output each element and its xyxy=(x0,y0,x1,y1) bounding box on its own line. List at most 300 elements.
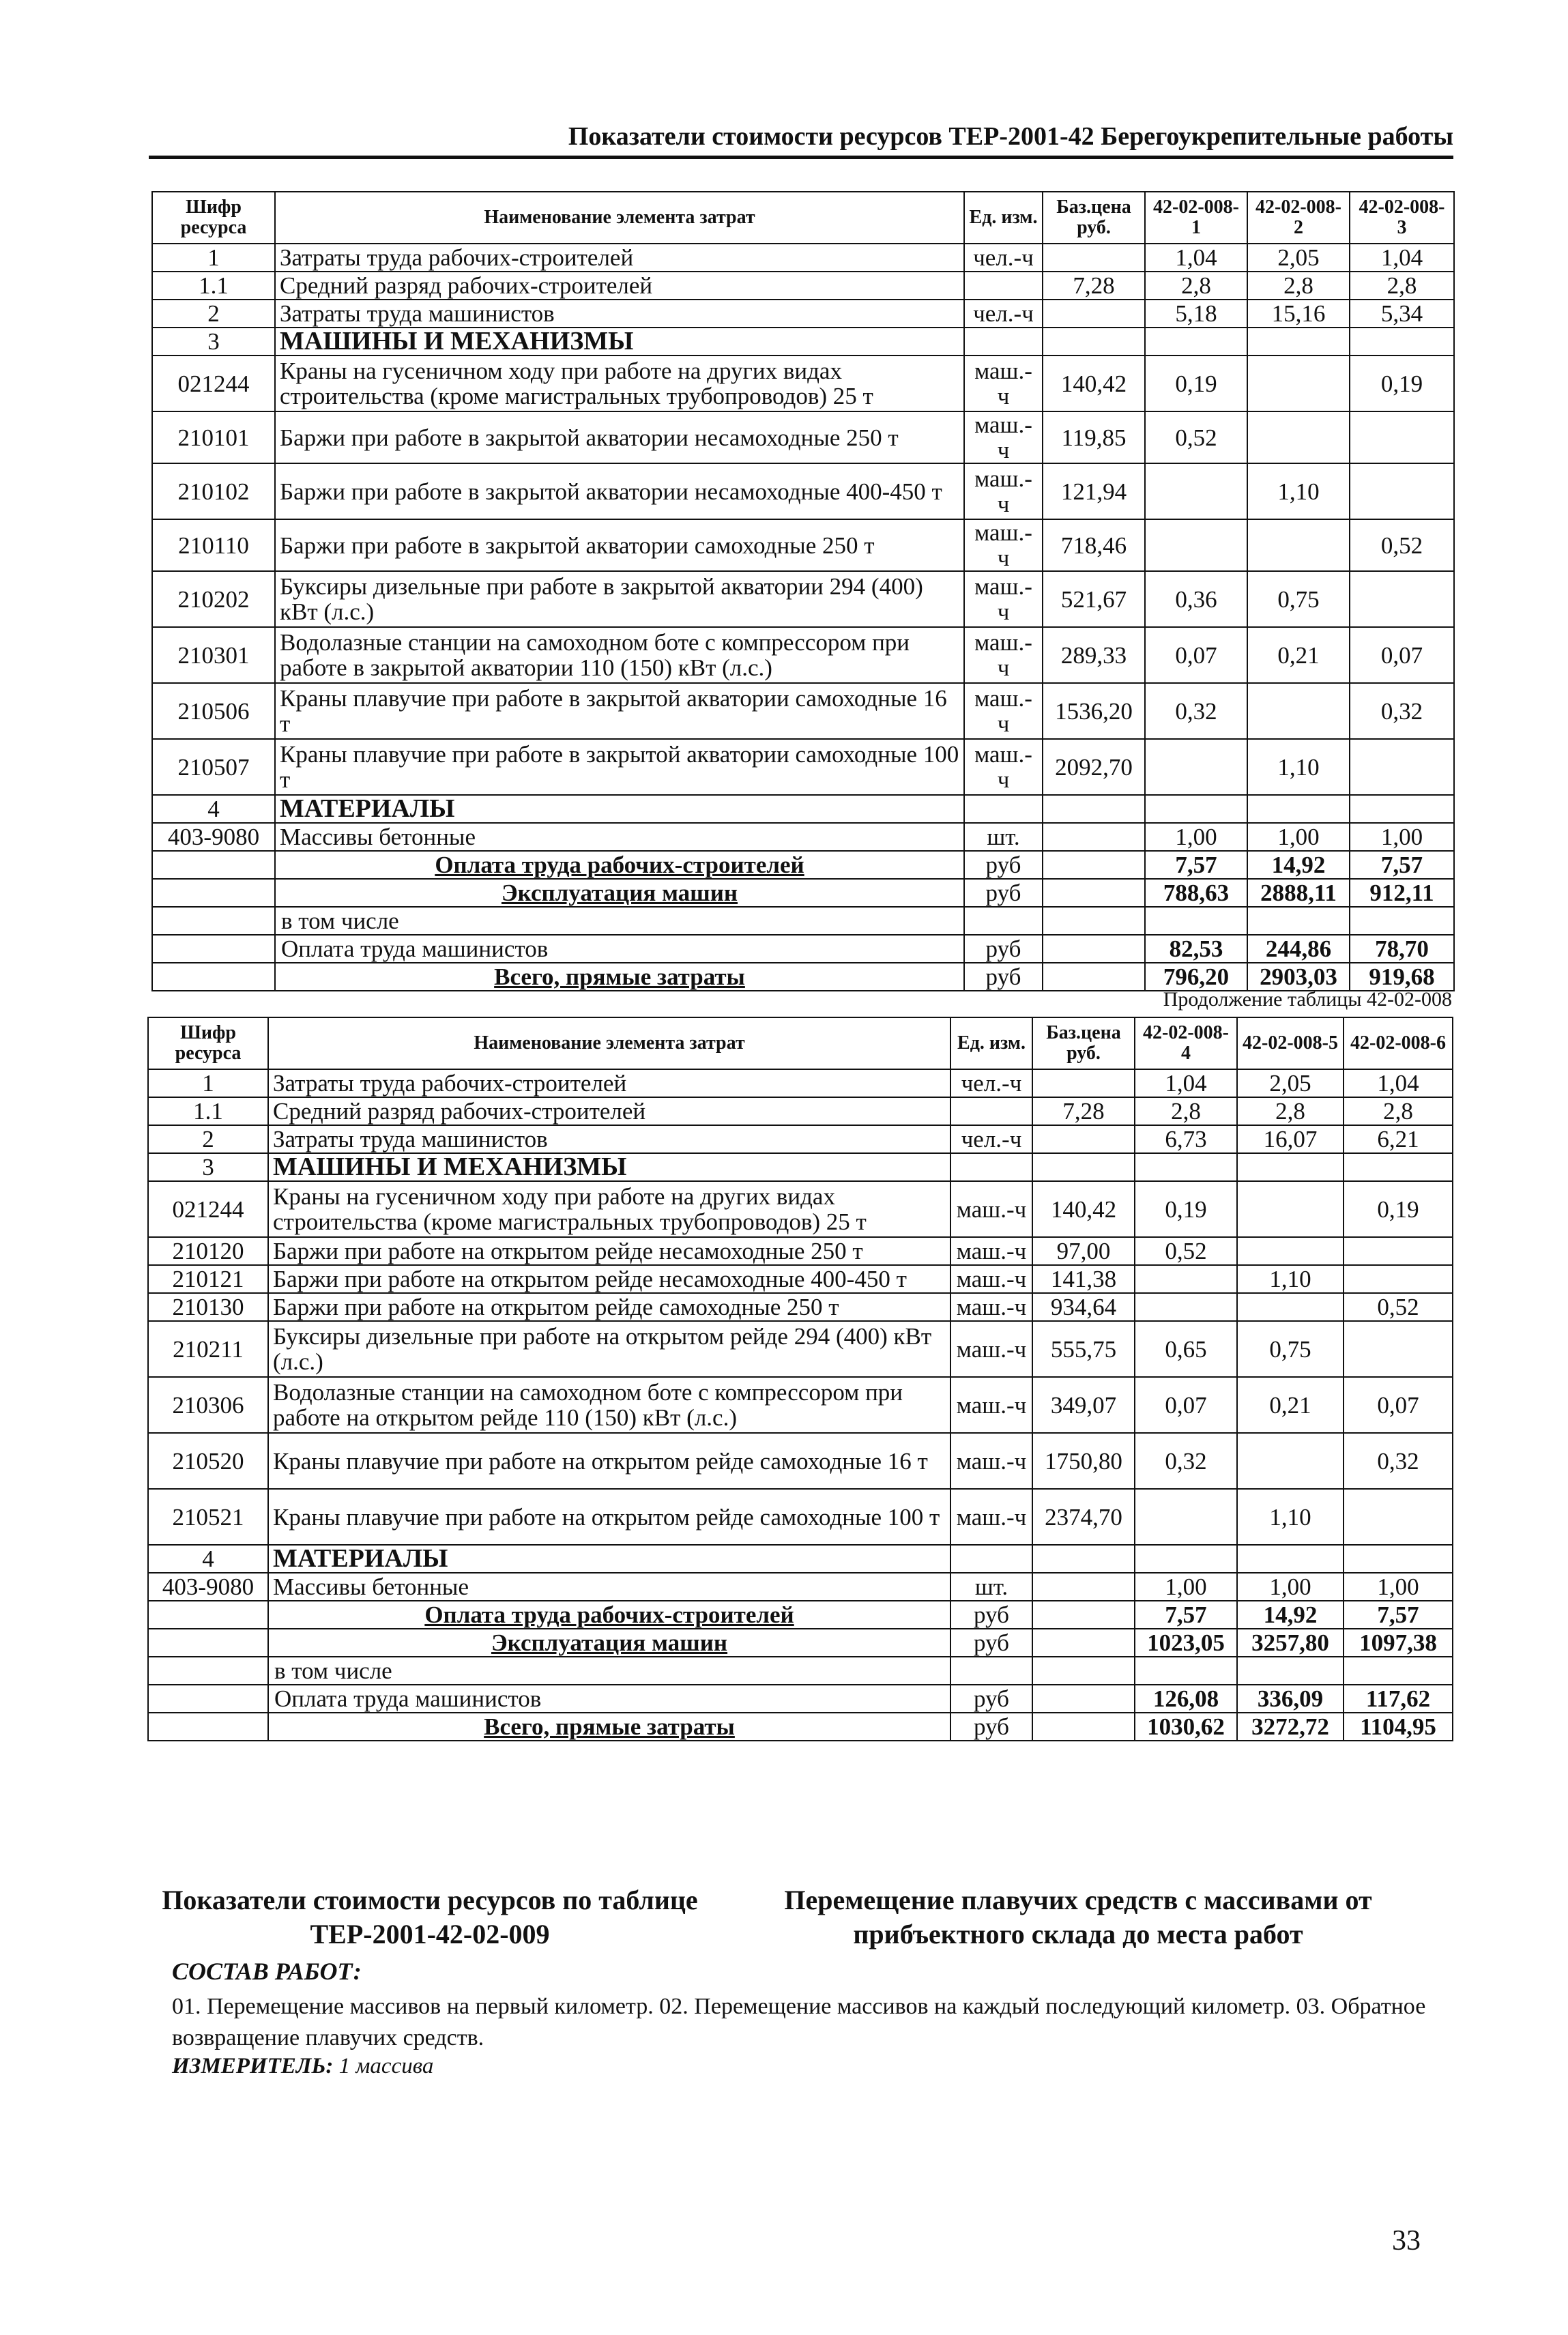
table-row xyxy=(152,879,1454,907)
cell-price xyxy=(1032,1629,1135,1657)
cell-code: 1 xyxy=(148,1069,268,1097)
cell-value-2: 2903,03 xyxy=(1247,963,1350,991)
cell-value-1: 0,07 xyxy=(1135,1377,1237,1433)
cell-value-2 xyxy=(1237,1433,1344,1489)
table-row xyxy=(148,1069,1453,1097)
cell-code: 210121 xyxy=(148,1265,268,1293)
cell-unit: маш.-ч xyxy=(964,571,1043,627)
cell-unit: руб xyxy=(964,963,1043,991)
cell-value-3 xyxy=(1344,1153,1453,1181)
cell-name: Затраты труда рабочих-строителей xyxy=(275,244,964,272)
cell-price: 7,28 xyxy=(1032,1097,1135,1125)
cell-value-1 xyxy=(1135,1265,1237,1293)
cell-name: Оплата труда машинистов xyxy=(275,935,964,963)
cell-value-1 xyxy=(1145,739,1247,795)
page-header-title: Показатели стоимости ресурсов ТЕР-2001-42 Берегоукрепительные работы xyxy=(568,122,1453,151)
table-row xyxy=(148,1629,1453,1657)
cell-value-3: 78,70 xyxy=(1350,935,1454,963)
cell-value-1: 796,20 xyxy=(1145,963,1247,991)
cell-price xyxy=(1032,1069,1135,1097)
cell-value-3 xyxy=(1350,411,1454,463)
cell-price xyxy=(1032,1601,1135,1629)
cell-value-2: 3272,72 xyxy=(1237,1713,1344,1741)
table-row xyxy=(152,244,1454,272)
cell-value-3: 7,57 xyxy=(1350,851,1454,879)
cell-price: 1536,20 xyxy=(1043,683,1145,739)
cell-unit: маш.-ч xyxy=(964,411,1043,463)
cell-price: 1750,80 xyxy=(1032,1433,1135,1489)
table-row xyxy=(152,272,1454,300)
cell-unit: чел.-ч xyxy=(950,1069,1032,1097)
col-header-price: Баз.цена руб. xyxy=(1032,1017,1135,1069)
cell-code xyxy=(152,935,275,963)
cell-value-3 xyxy=(1344,1545,1453,1573)
cell-unit: чел.-ч xyxy=(950,1125,1032,1153)
cell-value-3: 5,34 xyxy=(1350,300,1454,328)
cost-table-008-1-3 xyxy=(151,191,1455,991)
table-row xyxy=(152,356,1454,411)
cell-value-3: 7,57 xyxy=(1344,1601,1453,1629)
table-row xyxy=(148,1657,1453,1685)
cell-value-3: 1097,38 xyxy=(1344,1629,1453,1657)
col-header-v1: 42-02-008-4 xyxy=(1135,1017,1237,1069)
cell-price xyxy=(1032,1545,1135,1573)
table-row xyxy=(148,1489,1453,1545)
cell-value-1: 126,08 xyxy=(1135,1685,1237,1713)
cell-name: МАТЕРИАЛЫ xyxy=(268,1545,950,1573)
cell-code: 4 xyxy=(152,795,275,823)
cell-value-2: 14,92 xyxy=(1247,851,1350,879)
cell-value-3: 1,04 xyxy=(1350,244,1454,272)
cell-price xyxy=(1043,879,1145,907)
cell-value-3: 1,04 xyxy=(1344,1069,1453,1097)
table-row xyxy=(148,1237,1453,1265)
cell-unit: чел.-ч xyxy=(964,244,1043,272)
cell-price: 521,67 xyxy=(1043,571,1145,627)
cell-price xyxy=(1043,851,1145,879)
cell-price: 121,94 xyxy=(1043,463,1145,519)
cell-code: 403-9080 xyxy=(152,823,275,851)
col-header-v1: 42-02-008-1 xyxy=(1145,192,1247,244)
cell-value-3: 0,19 xyxy=(1344,1181,1453,1237)
cell-value-1: 788,63 xyxy=(1145,879,1247,907)
cell-name: Средний разряд рабочих-строителей xyxy=(275,272,964,300)
cell-unit: маш.-ч xyxy=(964,463,1043,519)
cell-code: 2 xyxy=(152,300,275,328)
cell-name: Буксиры дизельные при работе в закрытой акватории 294 (400) кВт (л.с.) xyxy=(275,571,964,627)
cell-unit: руб xyxy=(964,935,1043,963)
cell-unit xyxy=(950,1545,1032,1573)
cell-value-3: 1,00 xyxy=(1344,1573,1453,1601)
cell-price: 141,38 xyxy=(1032,1265,1135,1293)
cell-value-1: 5,18 xyxy=(1145,300,1247,328)
izmeritel-label: ИЗМЕРИТЕЛЬ: xyxy=(172,2054,334,2078)
cell-name: Массивы бетонные xyxy=(275,823,964,851)
cell-value-2: 0,75 xyxy=(1247,571,1350,627)
cell-name: Краны плавучие при работе на открытом рейде самоходные 100 т xyxy=(268,1489,950,1545)
table-row xyxy=(152,519,1454,571)
cell-value-3: 117,62 xyxy=(1344,1685,1453,1713)
cell-value-2 xyxy=(1237,1657,1344,1685)
cell-value-3: 1104,95 xyxy=(1344,1713,1453,1741)
header-rule xyxy=(149,156,1453,159)
cell-price xyxy=(1032,1713,1135,1741)
cell-name: Водолазные станции на самоходном боте с компрессором при работе в закрытой акватории 110 (150) кВт (л.с.) xyxy=(275,627,964,683)
cell-unit xyxy=(964,328,1043,356)
cell-code: 1.1 xyxy=(148,1097,268,1125)
cell-value-1: 6,73 xyxy=(1135,1125,1237,1153)
cell-unit: маш.-ч xyxy=(964,627,1043,683)
cell-value-3: 0,32 xyxy=(1350,683,1454,739)
cell-unit: маш.-ч xyxy=(964,683,1043,739)
cell-price xyxy=(1043,795,1145,823)
table-row xyxy=(148,1293,1453,1321)
cell-value-2 xyxy=(1247,328,1350,356)
cell-name: Краны на гусеничном ходу при работе на других видах строительства (кроме магистральных трубопроводов) 25 т xyxy=(268,1181,950,1237)
cell-code: 3 xyxy=(148,1153,268,1181)
cell-price xyxy=(1032,1685,1135,1713)
cell-name: Краны плавучие при работе в закрытой акватории самоходные 100 т xyxy=(275,739,964,795)
izmeritel-value: 1 массива xyxy=(338,2054,434,2078)
table-row xyxy=(148,1433,1453,1489)
table-row xyxy=(148,1153,1453,1181)
cell-value-1: 0,32 xyxy=(1135,1433,1237,1489)
table-header-row xyxy=(148,1017,1453,1069)
cell-code: 210301 xyxy=(152,627,275,683)
cell-name: Краны на гусеничном ходу при работе на других видах строительства (кроме магистральных трубопроводов) 25 т xyxy=(275,356,964,411)
cell-value-1: 7,57 xyxy=(1135,1601,1237,1629)
cell-unit xyxy=(964,907,1043,935)
cell-price: 97,00 xyxy=(1032,1237,1135,1265)
cell-price: 934,64 xyxy=(1032,1293,1135,1321)
cell-price: 119,85 xyxy=(1043,411,1145,463)
cell-name: Затраты труда машинистов xyxy=(268,1125,950,1153)
cell-value-1: 1,04 xyxy=(1135,1069,1237,1097)
cell-price: 7,28 xyxy=(1043,272,1145,300)
page-number: 33 xyxy=(1392,2225,1421,2257)
cell-price xyxy=(1032,1125,1135,1153)
cell-unit: маш.-ч xyxy=(950,1377,1032,1433)
cell-value-3: 2,8 xyxy=(1344,1097,1453,1125)
cell-value-3 xyxy=(1350,328,1454,356)
cell-name: МАШИНЫ И МЕХАНИЗМЫ xyxy=(268,1153,950,1181)
table-row xyxy=(148,1181,1453,1237)
cell-value-2: 14,92 xyxy=(1237,1601,1344,1629)
cell-value-1 xyxy=(1135,1657,1237,1685)
section-title-left: Показатели стоимости ресурсов по таблице ТЕР-2001-42-02-009 xyxy=(162,1885,698,1949)
cell-value-2 xyxy=(1247,907,1350,935)
section-title-right: Перемещение плавучих средств с массивами от прибъектного склада до места работ xyxy=(784,1885,1372,1949)
table-row xyxy=(148,1097,1453,1125)
cell-name: Оплата труда рабочих-строителей xyxy=(275,851,964,879)
table-row xyxy=(148,1321,1453,1377)
cell-name: Оплата труда машинистов xyxy=(268,1685,950,1713)
table-row xyxy=(148,1685,1453,1713)
cell-unit: шт. xyxy=(950,1573,1032,1601)
cell-price xyxy=(1032,1657,1135,1685)
table-row xyxy=(148,1377,1453,1433)
table-row xyxy=(152,823,1454,851)
cell-value-3 xyxy=(1350,795,1454,823)
cell-name: Затраты труда рабочих-строителей xyxy=(268,1069,950,1097)
cell-name: Баржи при работе в закрытой акватории самоходные 250 т xyxy=(275,519,964,571)
cell-value-1 xyxy=(1145,328,1247,356)
cell-value-2: 15,16 xyxy=(1247,300,1350,328)
cell-value-3 xyxy=(1350,739,1454,795)
cell-unit: маш.-ч xyxy=(950,1433,1032,1489)
table-row xyxy=(148,1265,1453,1293)
cell-unit: шт. xyxy=(964,823,1043,851)
cell-value-1 xyxy=(1145,519,1247,571)
cell-value-2: 0,21 xyxy=(1237,1377,1344,1433)
cell-unit xyxy=(950,1657,1032,1685)
cell-value-1: 0,19 xyxy=(1135,1181,1237,1237)
table-row xyxy=(152,571,1454,627)
cell-unit: маш.-ч xyxy=(950,1489,1032,1545)
cell-code: 210110 xyxy=(152,519,275,571)
cell-value-2 xyxy=(1247,683,1350,739)
cell-price: 555,75 xyxy=(1032,1321,1135,1377)
cell-code: 1.1 xyxy=(152,272,275,300)
table-row xyxy=(148,1601,1453,1629)
cell-code xyxy=(148,1629,268,1657)
col-header-v2: 42-02-008-2 xyxy=(1247,192,1350,244)
cell-price xyxy=(1043,907,1145,935)
cell-unit: маш.-ч xyxy=(964,356,1043,411)
cell-price: 349,07 xyxy=(1032,1377,1135,1433)
cell-name: Краны плавучие при работе в закрытой акватории самоходные 16 т xyxy=(275,683,964,739)
cell-name: Всего, прямые затраты xyxy=(268,1713,950,1741)
cell-price xyxy=(1043,935,1145,963)
table-row xyxy=(152,851,1454,879)
cell-name: Баржи при работе на открытом рейде несамоходные 400-450 т xyxy=(268,1265,950,1293)
cell-unit: маш.-ч xyxy=(950,1321,1032,1377)
cell-unit: маш.-ч xyxy=(964,519,1043,571)
cell-value-1 xyxy=(1135,1489,1237,1545)
cell-value-1: 0,52 xyxy=(1145,411,1247,463)
cell-value-2: 1,10 xyxy=(1237,1265,1344,1293)
cell-value-1: 1023,05 xyxy=(1135,1629,1237,1657)
table-row xyxy=(152,328,1454,356)
cell-name: Массивы бетонные xyxy=(268,1573,950,1601)
cell-value-3: 1,00 xyxy=(1350,823,1454,851)
cell-price xyxy=(1043,823,1145,851)
cell-value-3: 919,68 xyxy=(1350,963,1454,991)
cell-code: 210130 xyxy=(148,1293,268,1321)
cell-value-1 xyxy=(1145,907,1247,935)
cell-value-1: 0,19 xyxy=(1145,356,1247,411)
cell-value-2 xyxy=(1237,1181,1344,1237)
cell-value-3 xyxy=(1344,1321,1453,1377)
col-header-code: Шифр ресурса xyxy=(152,192,275,244)
cell-value-3 xyxy=(1344,1237,1453,1265)
cell-value-1: 1,00 xyxy=(1135,1573,1237,1601)
cell-value-1 xyxy=(1145,463,1247,519)
cell-code xyxy=(152,851,275,879)
table-row xyxy=(152,300,1454,328)
cell-code xyxy=(148,1685,268,1713)
cell-price xyxy=(1043,963,1145,991)
cell-value-1 xyxy=(1135,1545,1237,1573)
cell-value-3: 6,21 xyxy=(1344,1125,1453,1153)
cell-value-1 xyxy=(1135,1293,1237,1321)
table-row xyxy=(152,411,1454,463)
cell-name: Эксплуатация машин xyxy=(268,1629,950,1657)
cell-value-1: 0,36 xyxy=(1145,571,1247,627)
cell-value-2: 1,00 xyxy=(1247,823,1350,851)
cell-unit xyxy=(964,795,1043,823)
cell-code xyxy=(152,963,275,991)
table-header-row xyxy=(152,192,1454,244)
cell-code: 210211 xyxy=(148,1321,268,1377)
col-header-v3: 42-02-008-6 xyxy=(1344,1017,1453,1069)
cell-price: 289,33 xyxy=(1043,627,1145,683)
cell-name: Водолазные станции на самоходном боте с компрессором при работе на открытом рейде 110 (150) кВт (л.с.) xyxy=(268,1377,950,1433)
cell-name: Всего, прямые затраты xyxy=(275,963,964,991)
cell-code: 210102 xyxy=(152,463,275,519)
cell-code: 021244 xyxy=(148,1181,268,1237)
cell-value-3 xyxy=(1344,1265,1453,1293)
cell-value-1: 1030,62 xyxy=(1135,1713,1237,1741)
cell-name: Баржи при работе в закрытой акватории несамоходные 250 т xyxy=(275,411,964,463)
cell-code: 210507 xyxy=(152,739,275,795)
cell-code: 210306 xyxy=(148,1377,268,1433)
cell-code xyxy=(148,1713,268,1741)
cell-name: Оплата труда рабочих-строителей xyxy=(268,1601,950,1629)
cell-name: Буксиры дизельные при работе на открытом рейде 294 (400) кВт (л.с.) xyxy=(268,1321,950,1377)
cell-value-3: 0,52 xyxy=(1350,519,1454,571)
cell-value-2 xyxy=(1247,356,1350,411)
col-header-name: Наименование элемента затрат xyxy=(275,192,964,244)
cell-code: 4 xyxy=(148,1545,268,1573)
cell-code: 210520 xyxy=(148,1433,268,1489)
table-row xyxy=(152,795,1454,823)
cell-name: в том числе xyxy=(275,907,964,935)
cell-value-1: 1,04 xyxy=(1145,244,1247,272)
table-row xyxy=(148,1713,1453,1741)
cell-unit: руб xyxy=(950,1685,1032,1713)
cell-value-3 xyxy=(1350,907,1454,935)
cell-value-2 xyxy=(1247,519,1350,571)
cell-value-1: 0,52 xyxy=(1135,1237,1237,1265)
cell-value-3: 2,8 xyxy=(1350,272,1454,300)
cell-code xyxy=(152,907,275,935)
cell-value-2: 1,10 xyxy=(1237,1489,1344,1545)
cell-name: Эксплуатация машин xyxy=(275,879,964,907)
cell-value-2: 244,86 xyxy=(1247,935,1350,963)
table-row xyxy=(152,739,1454,795)
cell-unit xyxy=(964,272,1043,300)
cell-price xyxy=(1043,328,1145,356)
cell-code: 403-9080 xyxy=(148,1573,268,1601)
cell-price xyxy=(1032,1573,1135,1601)
cell-value-3 xyxy=(1344,1657,1453,1685)
col-header-unit: Ед. изм. xyxy=(950,1017,1032,1069)
col-header-price: Баз.цена руб. xyxy=(1043,192,1145,244)
cell-unit: маш.-ч xyxy=(950,1181,1032,1237)
cell-value-2 xyxy=(1237,1545,1344,1573)
cell-name: в том числе xyxy=(268,1657,950,1685)
cell-value-2 xyxy=(1237,1237,1344,1265)
cell-value-3 xyxy=(1344,1489,1453,1545)
cell-code: 210101 xyxy=(152,411,275,463)
cell-unit: маш.-ч xyxy=(950,1293,1032,1321)
cell-code xyxy=(148,1601,268,1629)
cell-value-2: 2,8 xyxy=(1237,1097,1344,1125)
cell-code: 1 xyxy=(152,244,275,272)
col-header-unit: Ед. изм. xyxy=(964,192,1043,244)
sostav-text: 01. Перемещение массивов на первый километр. 02. Перемещение массивов на каждый последующий километр. 03. Обратное возвращение плавучих средств. xyxy=(172,1994,1426,2050)
cell-name: Баржи при работе на открытом рейде несамоходные 250 т xyxy=(268,1237,950,1265)
cell-value-3: 0,07 xyxy=(1344,1377,1453,1433)
cell-value-1: 2,8 xyxy=(1145,272,1247,300)
cell-value-3: 912,11 xyxy=(1350,879,1454,907)
cell-code xyxy=(148,1657,268,1685)
cell-value-3: 0,52 xyxy=(1344,1293,1453,1321)
cell-value-2: 2,05 xyxy=(1237,1069,1344,1097)
table-row xyxy=(148,1573,1453,1601)
cell-code xyxy=(152,879,275,907)
cell-value-1: 0,07 xyxy=(1145,627,1247,683)
cell-code: 210521 xyxy=(148,1489,268,1545)
cell-unit: руб xyxy=(950,1713,1032,1741)
cell-value-3: 0,19 xyxy=(1350,356,1454,411)
table-row xyxy=(152,963,1454,991)
cell-unit: руб xyxy=(964,879,1043,907)
col-header-code: Шифр ресурса xyxy=(148,1017,268,1069)
cell-value-1 xyxy=(1145,795,1247,823)
cell-code: 021244 xyxy=(152,356,275,411)
cell-value-2: 2888,11 xyxy=(1247,879,1350,907)
izmeritel xyxy=(172,2054,433,2079)
cell-name: Средний разряд рабочих-строителей xyxy=(268,1097,950,1125)
cell-unit xyxy=(950,1153,1032,1181)
cell-value-2: 1,10 xyxy=(1247,739,1350,795)
cell-unit: чел.-ч xyxy=(964,300,1043,328)
cell-value-2: 2,05 xyxy=(1247,244,1350,272)
cell-price: 2374,70 xyxy=(1032,1489,1135,1545)
cell-code: 210202 xyxy=(152,571,275,627)
cell-value-2: 1,10 xyxy=(1247,463,1350,519)
cell-name: МАТЕРИАЛЫ xyxy=(275,795,964,823)
col-header-v3: 42-02-008-3 xyxy=(1350,192,1454,244)
cell-code: 210120 xyxy=(148,1237,268,1265)
col-header-name: Наименование элемента затрат xyxy=(268,1017,950,1069)
cell-unit: маш.-ч xyxy=(950,1237,1032,1265)
cell-unit: маш.-ч xyxy=(964,739,1043,795)
cell-value-2 xyxy=(1237,1293,1344,1321)
cell-value-2 xyxy=(1247,411,1350,463)
cell-value-2: 1,00 xyxy=(1237,1573,1344,1601)
table-row xyxy=(152,683,1454,739)
cell-code: 2 xyxy=(148,1125,268,1153)
cell-name: Баржи при работе в закрытой акватории несамоходные 400-450 т xyxy=(275,463,964,519)
cell-value-2: 2,8 xyxy=(1247,272,1350,300)
cell-value-1: 0,32 xyxy=(1145,683,1247,739)
sostav-label: СОСТАВ РАБОТ: xyxy=(172,1958,362,1985)
cell-price xyxy=(1043,244,1145,272)
cell-price: 140,42 xyxy=(1043,356,1145,411)
table-row xyxy=(152,935,1454,963)
cell-unit: руб xyxy=(950,1629,1032,1657)
cell-code: 210506 xyxy=(152,683,275,739)
cell-value-1: 82,53 xyxy=(1145,935,1247,963)
cell-value-3: 0,07 xyxy=(1350,627,1454,683)
cell-value-3 xyxy=(1350,463,1454,519)
cell-value-2: 16,07 xyxy=(1237,1125,1344,1153)
cell-value-2: 3257,80 xyxy=(1237,1629,1344,1657)
cell-price: 718,46 xyxy=(1043,519,1145,571)
